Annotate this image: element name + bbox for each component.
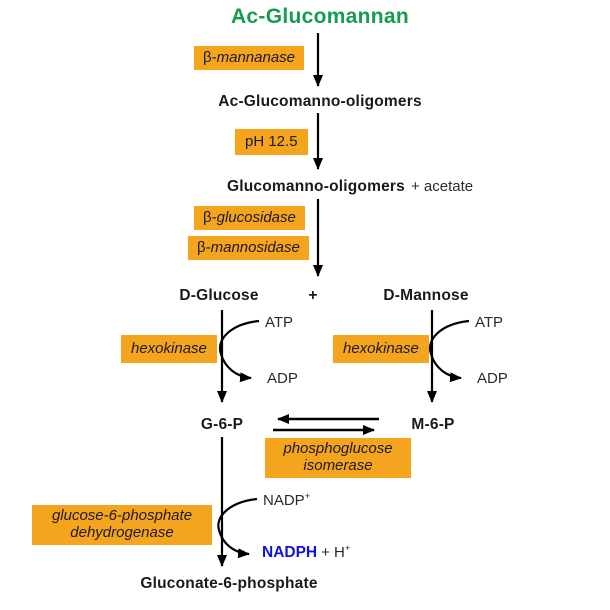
node-ac-glucomanno-oligomers: Ac-Glucomanno-oligomers: [218, 93, 422, 110]
cofactor-adp-right: ADP: [477, 370, 508, 387]
cofactor-adp-left: ADP: [267, 370, 298, 387]
arc-atp-adp-left: [220, 321, 259, 378]
enzyme-beta-mannanase-prefix: β-: [203, 49, 217, 66]
condition-ph: [235, 129, 308, 155]
cofactor-nadp-label: NADP: [263, 492, 305, 509]
enzyme-g6pd-line2: dehydrogenase: [70, 523, 174, 541]
enzyme-pgi-line2: isomerase: [303, 456, 373, 474]
node-glucomanno-oligomers: Glucomanno-oligomers: [227, 178, 405, 195]
node-m6p: M-6-P: [411, 416, 455, 433]
enzyme-hexokinase-left: [121, 335, 217, 363]
enzyme-pgi-line1: phosphoglucose: [283, 440, 393, 457]
label-plus-sign: +: [308, 287, 318, 304]
node-glucomanno-oligomers-row: [227, 178, 473, 196]
enzyme-beta-glucosidase-prefix: β-: [203, 209, 217, 226]
node-gluconate-6-phosphate: Gluconate-6-phosphate: [140, 575, 318, 592]
condition-ph-label: pH 12.5: [245, 133, 298, 150]
enzyme-beta-glucosidase-name: glucosidase: [216, 209, 296, 226]
arc-nadp-nadph: [218, 499, 257, 554]
enzyme-phosphoglucose-isomerase: [265, 438, 411, 478]
enzyme-beta-mannosidase-prefix: β-: [197, 239, 211, 256]
cofactor-atp-left: ATP: [265, 314, 294, 331]
cofactor-nadph-label: NADPH: [262, 544, 318, 561]
node-d-glucose: D-Glucose: [179, 287, 259, 304]
cofactor-nadp-superscript: +: [304, 491, 311, 502]
enzyme-hexokinase-left-name: hexokinase: [131, 340, 207, 357]
enzyme-g6pd-line1: glucose-6-phosphate: [51, 507, 193, 524]
enzyme-beta-mannanase-name: mannanase: [216, 49, 296, 66]
enzyme-beta-mannosidase-name: mannosidase: [210, 239, 300, 256]
cofactor-atp-right: ATP: [475, 314, 504, 331]
enzyme-g6p-dehydrogenase: [32, 505, 212, 545]
cofactor-plus-h: + H: [321, 544, 345, 561]
cofactor-h-superscript: +: [344, 543, 351, 554]
enzyme-beta-glucosidase: [194, 206, 305, 230]
arc-atp-adp-right: [430, 321, 469, 378]
enzyme-hexokinase-right-name: hexokinase: [343, 340, 419, 357]
node-ac-glucomannan: Ac-Glucomannan: [230, 5, 410, 28]
cofactor-nadp: [263, 491, 310, 509]
cofactor-nadph-row: [262, 543, 350, 562]
label-plus-acetate: + acetate: [410, 178, 474, 195]
node-g6p: G-6-P: [200, 416, 244, 433]
enzyme-beta-mannosidase: [188, 236, 309, 260]
enzyme-beta-mannanase: [194, 46, 304, 70]
enzyme-hexokinase-right: [333, 335, 429, 363]
node-d-mannose: D-Mannose: [383, 287, 469, 304]
